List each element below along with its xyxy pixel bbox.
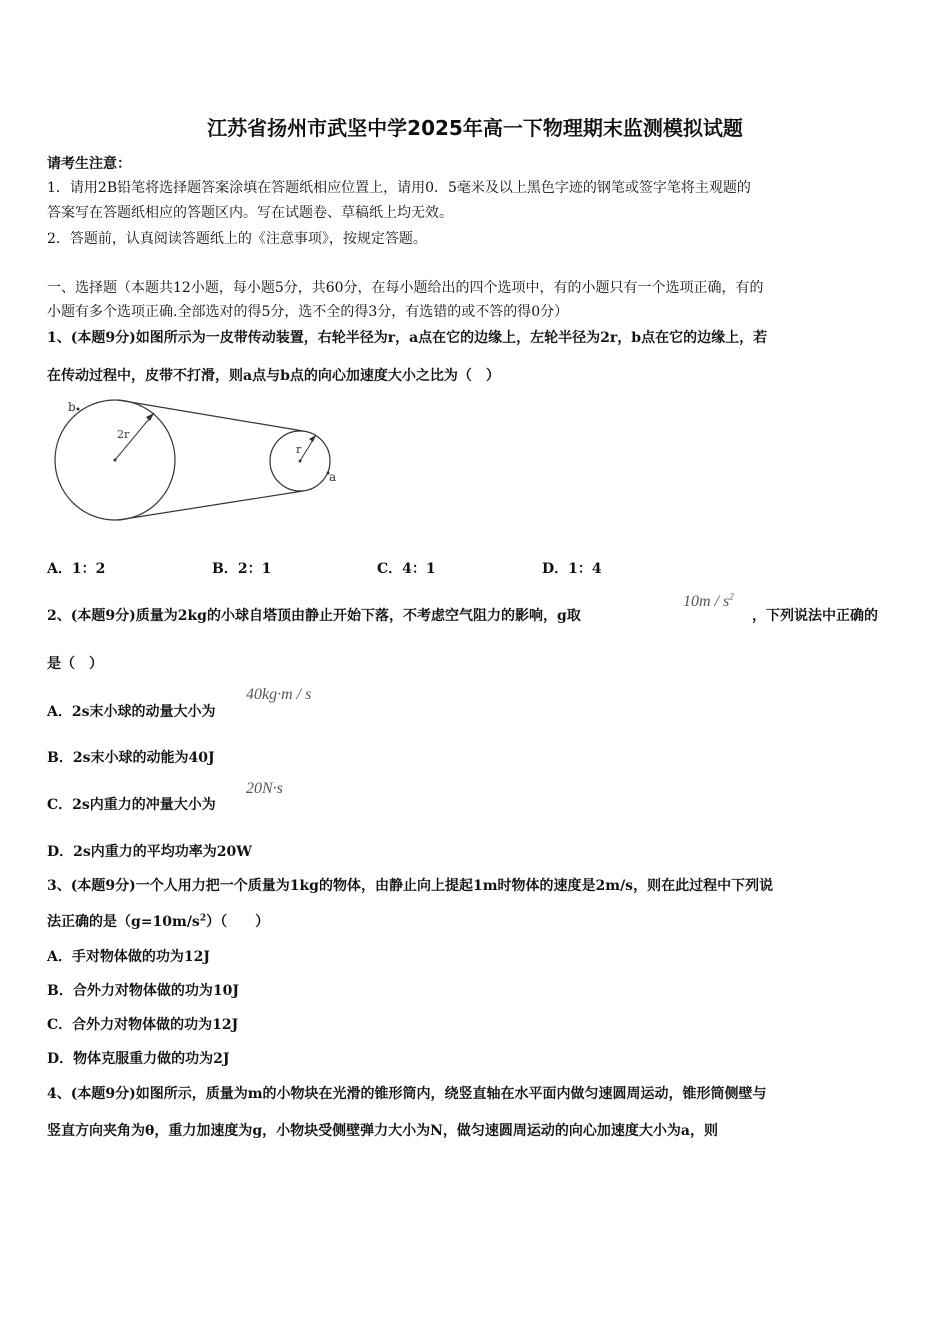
- q3-stem-line-1: 3、(本题9分)一个人用力把一个质量为1kg的物体，由静止向上提起1m时物体的速度是2m/s，则在此过程中下列说: [47, 878, 774, 894]
- q1-stem-line-1: 1、(本题9分)如图所示为一皮带传动装置，右轮半径为r，a点在它的边缘上，左轮半径为2r，b点在它的边缘上，若: [47, 330, 768, 346]
- q3-stem-line-2: [47, 911, 269, 931]
- notice-line-1a: 1．请用2B铅笔将选择题答案涂填在答题纸相应位置上，请用0．5毫米及以上黑色字迹的钢笔或签字笔将主观题的: [47, 180, 751, 196]
- q3-option-c: C．合外力对物体做的功为12J: [47, 1017, 239, 1033]
- q3-option-b: B．合外力对物体做的功为10J: [47, 983, 239, 999]
- q1-option-c: C．4：1: [377, 561, 436, 577]
- point-b-dot: [77, 408, 80, 411]
- q2-option-c: C．2s内重力的冲量大小为: [47, 797, 216, 813]
- left-center-dot: [114, 459, 117, 462]
- q3-stem-line-2a: 法正确的是（g=10m/s: [47, 914, 200, 930]
- q4-stem-line-2: 竖直方向夹角为θ，重力加速度为g，小物块受侧壁弹力大小为N，做匀速圆周运动的向心加速度大小为a，则: [47, 1123, 718, 1139]
- section-heading-line-2: 小题有多个选项正确.全部选对的得5分，选不全的得3分，有选错的或不答的得0分）: [47, 304, 569, 320]
- q1-option-d: D．1：4: [542, 561, 602, 577]
- q1-stem-line-2: 在传动过程中，皮带不打滑，则a点与b点的向心加速度大小之比为（ ）: [47, 368, 500, 384]
- belt-pulley-figure: [45, 393, 345, 528]
- section-heading-line-1: 一、选择题（本题共12小题，每小题5分，共60分，在每小题给出的四个选项中，有的小题只有一个选项正确，有的: [47, 280, 764, 296]
- notice-heading: 请考生注意：: [47, 156, 131, 172]
- q3-option-a: A．手对物体做的功为12J: [47, 949, 210, 965]
- belt-top: [118, 400, 303, 431]
- q2-stem-line-1a: 2、(本题9分)质量为2kg的小球自塔顶由静止开始下落，不考虑空气阻力的影响，g取: [47, 608, 581, 624]
- label-r: r: [296, 443, 302, 456]
- right-center-dot: [299, 460, 302, 463]
- notice-line-1b: 答案写在答题纸相应的答题区内。写在试题卷、草稿纸上均无效。: [47, 205, 453, 221]
- q2-option-a-math: 40kg·m / s: [246, 686, 312, 703]
- label-a: a: [329, 470, 337, 484]
- label-b: b: [68, 400, 76, 414]
- q2-g-value-text: 10m / s: [683, 593, 730, 610]
- q1-option-b: B．2：1: [212, 561, 272, 577]
- label-2r: 2r: [117, 428, 130, 441]
- q2-option-d: D．2s内重力的平均功率为20W: [47, 844, 252, 860]
- q4-stem-line-1: 4、(本题9分)如图所示，质量为m的小物块在光滑的锥形筒内，绕竖直轴在水平面内做匀速圆周运动，锥形筒侧壁与: [47, 1086, 767, 1102]
- q2-g-exp: 2: [729, 591, 734, 602]
- radius-2r-arrowhead: [146, 413, 154, 421]
- page-title: 江苏省扬州市武坚中学2025年高一下物理期末监测模拟试题: [207, 116, 743, 140]
- q3-option-d: D．物体克服重力做的功为2J: [47, 1051, 230, 1067]
- belt-bottom: [118, 491, 303, 520]
- radius-r-arrowhead: [309, 435, 316, 442]
- q2-option-c-math: 20N·s: [246, 780, 283, 797]
- q3-exp: 2: [199, 913, 207, 924]
- q2-option-b: B．2s末小球的动能为40J: [47, 750, 215, 766]
- q2-g-value: [683, 593, 734, 611]
- q2-stem-line-2: 是（ ）: [47, 656, 103, 672]
- q2-stem-line-1b: ，下列说法中正确的: [752, 608, 878, 624]
- q1-option-a: A．1：2: [47, 561, 106, 577]
- notice-line-2: 2．答题前，认真阅读答题纸上的《注意事项》，按规定答题。: [47, 231, 427, 247]
- q2-option-a: A．2s末小球的动量大小为: [47, 704, 216, 720]
- q3-stem-line-2b: ）（ ）: [206, 914, 270, 930]
